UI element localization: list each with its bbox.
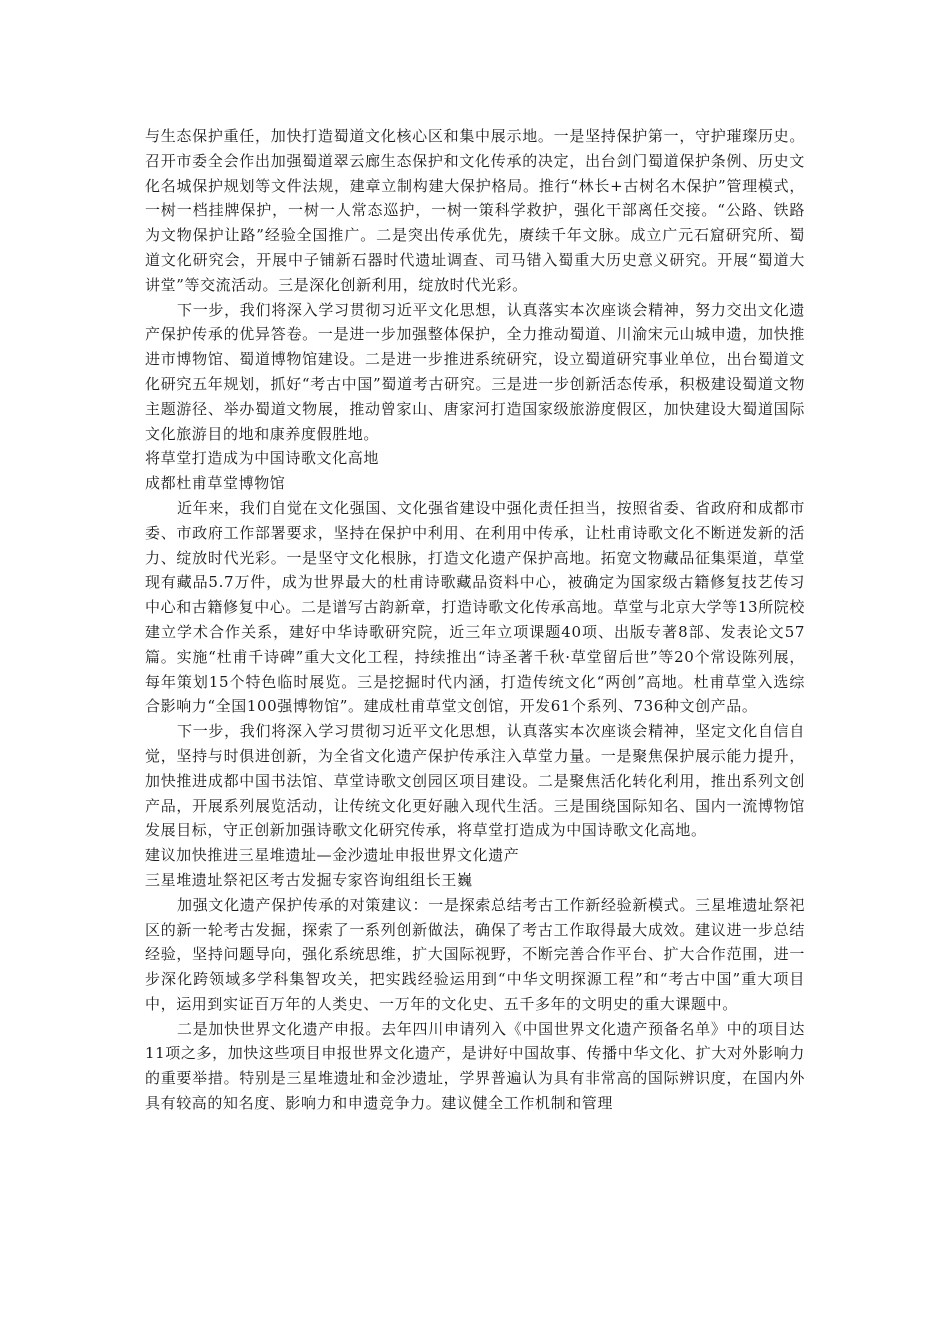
section1-paragraph-1: 与生态保护重任，加快打造蜀道文化核心区和集中展示地。一是坚持保护第一，守护璀璨历史。召开市委全会作出加强蜀道翠云廊生态保护和文化传承的决定，出台剑门蜀道保护条例、历史文化名城保护规划等文件法规，建章立制构建大保护格局。推行“林长+古树名木保护”管理模式，一树一档挂牌保护，一树一人常态巡护，一树一策科学救护，强化干部离任交接。“公路、铁路为文物保护让路”经验全国推广。二是突出传承优先，赓续千年文脉。成立广元石窟研究所、蜀道文化研究会，开展中子铺新石器时代遗址调查、司马错入蜀重大历史意义研究。开展“蜀道大讲堂”等交流活动。三是深化创新利用，绽放时代光彩。 — [145, 127, 805, 294]
section3-paragraph-1: 加强文化遗产保护传承的对策建议：一是探索总结考古工作新经验新模式。三星堆遗址祭祀区的新一轮考古发掘，探索了一系列创新做法，确保了考古工作取得最大成效。建议进一步总结经验，坚持问题导向，强化系统思维，扩大国际视野，不断完善合作平台、扩大合作范围，进一步深化跨领域多学科集智攻关，把实践经验运用到“中华文明探源工程”和“考古中国”重大项目中，运用到实证百万年的人类史、一万年的文化史、五千多年的文明史的重大课题中。 — [145, 895, 805, 1013]
document-page — [145, 124, 805, 1116]
section2-author: 成都杜甫草堂博物馆 — [145, 474, 286, 493]
section2-paragraph-2: 下一步，我们将深入学习贯彻习近平文化思想，认真落实本次座谈会精神，坚定文化自信自觉，坚持与时俱进创新，为全省文化遗产保护传承注入草堂力量。一是聚焦保护展示能力提升，加快推进成都中国书法馆、草堂诗歌文创园区项目建设。二是聚焦活化转化利用，推出系列文创产品，开展系列展览活动，让传统文化更好融入现代生活。三是围绕国际知名、国内一流博物馆发展目标，守正创新加强诗歌文化研究传承，将草堂打造成为中国诗歌文化高地。 — [145, 722, 805, 840]
section3-author: 三星堆遗址祭祀区考古发掘专家咨询组组长王巍 — [145, 870, 473, 889]
section1-paragraph-2: 下一步，我们将深入学习贯彻习近平文化思想，认真落实本次座谈会精神，努力交出文化遗产保护传承的优异答卷。一是进一步加强整体保护，全力推动蜀道、川渝宋元山城申遗，加快推进市博物馆、蜀道博物馆建设。二是进一步推进系统研究，设立蜀道研究事业单位，出台蜀道文化研究五年规划，抓好“考古中国”蜀道考古研究。三是进一步创新活态传承，积极建设蜀道文物主题游径、举办蜀道文物展，推动曾家山、唐家河打造国家级旅游度假区，加快建设大蜀道国际文化旅游目的地和康养度假胜地。 — [145, 300, 805, 443]
section3-paragraph-2: 二是加快世界文化遗产申报。去年四川申请列入《中国世界文化遗产预备名单》中的项目达11项之多，加快这些项目申报世界文化遗产，是讲好中国故事、传播中华文化、扩大对外影响力的重要举措。特别是三星堆遗址和金沙遗址，学界普遍认为具有非常高的国际辨识度，在国内外具有较高的知名度、影响力和申遗竞争力。建议健全工作机制和管理 — [145, 1019, 805, 1113]
section3-title: 建议加快推进三星堆遗址—金沙遗址申报世界文化遗产 — [145, 846, 520, 865]
section2-paragraph-1: 近年来，我们自觉在文化强国、文化强省建设中强化责任担当，按照省委、省政府和成都市委、市政府工作部署要求，坚持在保护中利用、在利用中传承，让杜甫诗歌文化不断迸发新的活力、绽放时代光彩。一是坚守文化根脉，打造文化遗产保护高地。拓宽文物藏品征集渠道，草堂现有藏品5.7万件，成为世界最大的杜甫诗歌藏品资料中心，被确定为国家级古籍修复技艺传习中心和古籍修复中心。二是谱写古韵新章，打造诗歌文化传承高地。草堂与北京大学等13所院校建立学术合作关系，建好中华诗歌研究院，近三年立项课题40项、出版专著8部、发表论文57篇。实施“杜甫千诗碑”重大文化工程，持续推出“诗圣著千秋·草堂留后世”等20个常设陈列展，每年策划15个特色临时展览。三是挖掘时代内涵，打造传统文化“两创”高地。杜甫草堂入选综合影响力“全国100强博物馆”。建成杜甫草堂文创馆，开发61个系列、736种文创产品。 — [145, 498, 805, 716]
section2-title: 将草堂打造成为中国诗歌文化高地 — [145, 449, 380, 468]
